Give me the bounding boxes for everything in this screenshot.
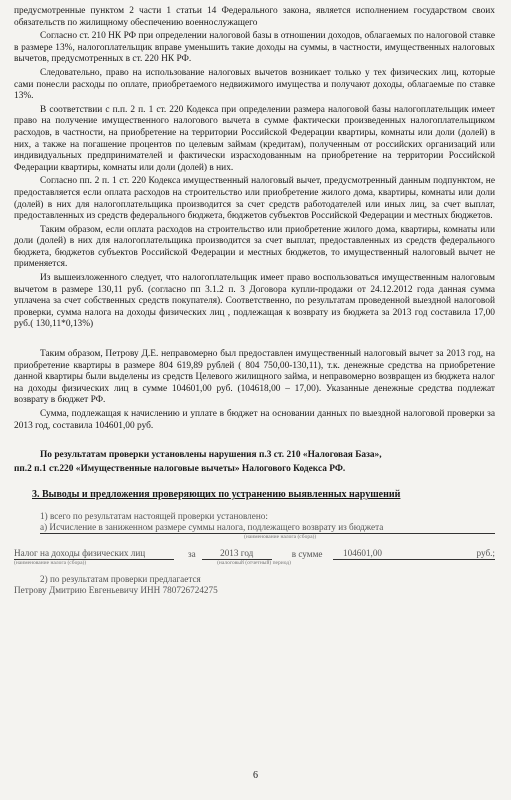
- paragraph-0: предусмотренные пунктом 2 части 1 статьи 14 Федерального закона, является исполнением государством своих обязательств по жилищному обеспечению военнослужащего: [14, 6, 495, 28]
- findings-form: [14, 511, 495, 596]
- paragraph-5: Таким образом, если оплата расходов на строительство или приобретение жилого дома, квартиры, комнаты или доли (долей) в них для налогоплательщика производится за счет выплат, предоставленных из средств федерального бюджета, бюджетов субъектов Российской Федерации и местных бюджетов, то имущественный налоговый вычет не применяется.: [14, 224, 495, 270]
- paragraph-1: Согласно ст. 210 НК РФ при определении налоговой базы в отношении доходов, облагаемых по налоговой ставке в размере 13%, налогоплательщик вправе уменьшить такие доходы на суммы, в частности, имущественных налоговых вычетов, предусмотренных в ст. 220 НК РФ.: [14, 31, 495, 65]
- tax-name: Налог на доходы физических лиц: [14, 548, 174, 560]
- year-prefix: за: [188, 548, 196, 559]
- paragraph-6: Из вышеизложенного следует, что налогоплательщик имеет право воспользоваться имущественным налоговым вычетом в размере 130,11 руб. (согласно пп 3.1.2 п. 3 Договора купли-продажи от 24.12.2012 года данная сумма уплачена за счет собственных средств покупателя). Соответственно, по результатам проведенной выездной налоговой проверки, сумма налога на доходы физических лиц , подлежащая к возврату из бюджета за 2013 год составила 17,00 руб.( 130,11*0,13%): [14, 273, 495, 330]
- conclusion-line-2: пп.2 п.1 ст.220 «Имущественные налоговые вычеты» Налогового Кодекса РФ.: [14, 463, 346, 474]
- form-item-1a: [14, 522, 495, 534]
- paragraph-4: Согласно пп. 2 п. 1 ст. 220 Кодекса имущественный налоговый вычет, предусмотренный данным подпунктом, не предоставляется если оплата расходов на строительство или приобретение жилого дома, квартиры, комнаты или доли (долей) в них для налогоплательщика производится за счет средств работодателей или иных лиц, за счет выплат, предоставленных из средств федерального бюджета, бюджетов субъектов Российской Федерации и местных бюджетов.: [14, 176, 495, 222]
- form-tax-line: [14, 548, 495, 560]
- sum-prefix: в сумме: [291, 548, 323, 559]
- form-person-line: [14, 585, 495, 596]
- form-item-1a-text: а) Исчисление в заниженном размере суммы налога, подлежащего возврату из бюджета: [40, 522, 495, 534]
- tiny-label-1: (наименование налога (сбора)): [244, 533, 317, 540]
- paragraph-8: Сумма, подлежащая к начислению и уплате в бюджет на основании данных по выездной налоговой проверки за 2013 год, составила 104601,00 руб.: [14, 409, 495, 431]
- paragraph-2: Следовательно, право на использование налоговых вычетов возникает только у тех физических лиц, которые сами понесли расходы по оплате, приобретаемого недвижимого имущества и получают доходы, облагаемые по ставке 13%.: [14, 67, 495, 102]
- currency: руб.;: [393, 548, 496, 560]
- tiny-label-2: (наименование налога (сбора)): [14, 559, 87, 566]
- form-item-1: 1) всего по результатам настоящей проверки установлено:: [40, 510, 268, 521]
- paragraph-3: В соответствии с п.п. 2 п. 1 ст. 220 Кодекса при определении размера налоговой базы налогоплательщик имеет право на получение имущественного налогового вычета в сумме фактически произведенных налогоплательщиком расходов, в частности, на приобретение на территории Российской Федерации квартиры, комнаты или доли (долей) в них, а также на погашение процентов по целевым займам (кредитам), полученным от российских организаций или индивидуальных предпринимателей и фактически израсходованным на приобретение на территории Российской Федерации квартиры, комнаты или доли (долей) в них.: [14, 104, 495, 173]
- tiny-label-3: (налоговый (отчетный) период): [217, 559, 291, 566]
- paragraph-7: Таким образом, Петрову Д.Е. неправомерно был предоставлен имущественный налоговый вычет за 2013 год, на приобретение квартиры в размере 804 619,89 рублей ( 804 750,00-130,11), т.к. денежные средства на приобретение данной квартиры были выделены из средств Целевого жилищного займа, и неправомерно возвращен из бюджета налог на доходы физических лиц в сумме 104601,00 руб. (104618,00 – 17,00). Указанные денежные средства подлежат возврату в бюджет РФ.: [14, 349, 495, 406]
- section-3-title: 3. Выводы и предложения проверяющих по устранению выявленных нарушений: [32, 489, 401, 501]
- tax-amount: 104601,00: [333, 548, 393, 560]
- person-name: Петрову Дмитрию Евгеньевичу ИНН 780726724275: [14, 584, 218, 595]
- tax-year: 2013 год: [202, 548, 272, 560]
- page-number: 6: [253, 770, 258, 782]
- form-item-2: 2) по результатам проверки предлагается: [40, 573, 201, 584]
- conclusion-line-1: По результатам проверки установлены нарушения п.3 ст. 210 «Налоговая База»,: [40, 450, 382, 461]
